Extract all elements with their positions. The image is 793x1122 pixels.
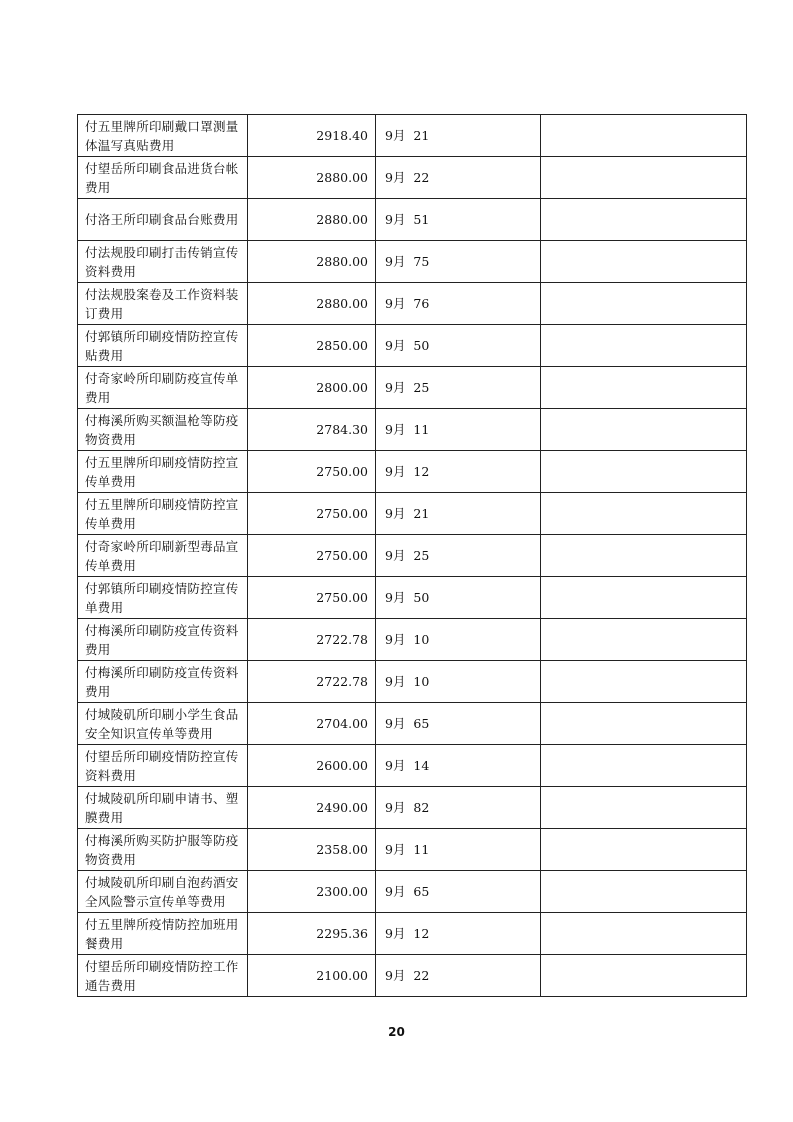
expense-description: 付梅溪所印刷防疫宣传资料费用 [85,622,239,657]
table-row [78,955,747,997]
remarks-cell [541,703,747,745]
table-row [78,619,747,661]
expense-description: 付奇家岭所印刷新型毒品宣传单费用 [85,538,239,573]
expense-description-cell [78,913,248,955]
expense-amount: 2880.00 [248,283,376,325]
expense-description: 付望岳所印刷疫情防控工作通告费用 [85,958,239,993]
remarks-cell [541,367,747,409]
expense-description: 付梅溪所印刷防疫宣传资料费用 [85,664,239,699]
expense-amount: 2784.30 [248,409,376,451]
voucher-date: 9月 22 [376,955,541,997]
expense-description: 付望岳所印刷疫情防控宣传资料费用 [85,748,239,783]
voucher-date: 9月 12 [376,451,541,493]
table-row [78,661,747,703]
voucher-date: 9月 10 [376,661,541,703]
remarks-cell [541,493,747,535]
table-row [78,703,747,745]
expense-amount: 2918.40 [248,115,376,157]
expense-description-cell [78,157,248,199]
expense-description-cell [78,577,248,619]
remarks-cell [541,577,747,619]
expense-amount: 2880.00 [248,157,376,199]
remarks-cell [541,955,747,997]
expense-description-cell [78,745,248,787]
expense-description-cell [78,703,248,745]
expense-amount: 2750.00 [248,535,376,577]
expense-amount: 2750.00 [248,493,376,535]
voucher-date: 9月 21 [376,493,541,535]
table-row [78,871,747,913]
expense-description-cell [78,241,248,283]
remarks-cell [541,157,747,199]
page-number: 20 [388,1025,405,1039]
expense-description: 付城陵矶所印刷自泡药酒安全风险警示宣传单等费用 [85,874,239,909]
expense-description-cell [78,871,248,913]
expense-description-cell [78,535,248,577]
expense-description: 付郭镇所印刷疫情防控宣传单费用 [85,580,239,615]
table-row [78,577,747,619]
table-row [78,451,747,493]
expense-description-cell [78,367,248,409]
expense-amount: 2750.00 [248,451,376,493]
expense-description-cell [78,619,248,661]
remarks-cell [541,619,747,661]
expense-description: 付五里牌所疫情防控加班用餐费用 [85,916,239,951]
expense-description: 付梅溪所购买防护服等防疫物资费用 [85,832,239,867]
voucher-date: 9月 11 [376,829,541,871]
expense-amount: 2850.00 [248,325,376,367]
expense-description: 付郭镇所印刷疫情防控宣传贴费用 [85,328,239,363]
expense-table [77,114,747,997]
remarks-cell [541,871,747,913]
expense-amount: 2880.00 [248,241,376,283]
expense-description: 付法规股案卷及工作资料装订费用 [85,286,239,321]
voucher-date: 9月 12 [376,913,541,955]
table-row [78,409,747,451]
table-row [78,199,747,241]
expense-description: 付五里牌所印刷戴口罩测量体温写真贴费用 [85,118,239,153]
expense-amount: 2300.00 [248,871,376,913]
expense-description-cell [78,829,248,871]
expense-amount: 2750.00 [248,577,376,619]
table-row [78,913,747,955]
table-row [78,829,747,871]
expense-description: 付五里牌所印刷疫情防控宣传单费用 [85,496,239,531]
voucher-date: 9月 14 [376,745,541,787]
table-row [78,115,747,157]
expense-amount: 2358.00 [248,829,376,871]
voucher-date: 9月 11 [376,409,541,451]
voucher-date: 9月 10 [376,619,541,661]
expense-description: 付奇家岭所印刷防疫宣传单费用 [85,370,239,405]
voucher-date: 9月 51 [376,199,541,241]
expense-amount: 2722.78 [248,661,376,703]
table-row [78,745,747,787]
expense-description: 付五里牌所印刷疫情防控宣传单费用 [85,454,239,489]
expense-amount: 2100.00 [248,955,376,997]
expense-description-cell [78,955,248,997]
table-row [78,367,747,409]
expense-amount: 2880.00 [248,199,376,241]
table-row [78,157,747,199]
table-row [78,535,747,577]
expense-amount: 2722.78 [248,619,376,661]
expense-amount: 2704.00 [248,703,376,745]
expense-description-cell [78,493,248,535]
voucher-date: 9月 82 [376,787,541,829]
expense-amount: 2490.00 [248,787,376,829]
voucher-date: 9月 75 [376,241,541,283]
voucher-date: 9月 76 [376,283,541,325]
voucher-date: 9月 25 [376,535,541,577]
expense-amount: 2600.00 [248,745,376,787]
remarks-cell [541,199,747,241]
expense-description-cell [78,325,248,367]
voucher-date: 9月 22 [376,157,541,199]
expense-description: 付洛王所印刷食品台账费用 [85,212,239,227]
table-row [78,325,747,367]
remarks-cell [541,409,747,451]
expense-table-body [78,115,747,997]
expense-amount: 2800.00 [248,367,376,409]
remarks-cell [541,451,747,493]
expense-amount: 2295.36 [248,913,376,955]
voucher-date: 9月 21 [376,115,541,157]
voucher-date: 9月 50 [376,577,541,619]
expense-description-cell [78,283,248,325]
expense-description: 付梅溪所购买额温枪等防疫物资费用 [85,412,239,447]
voucher-date: 9月 25 [376,367,541,409]
expense-description-cell [78,787,248,829]
expense-description: 付法规股印刷打击传销宣传资料费用 [85,244,239,279]
expense-description: 付城陵矶所印刷小学生食品安全知识宣传单等费用 [85,706,239,741]
expense-description-cell [78,115,248,157]
remarks-cell [541,661,747,703]
table-row [78,493,747,535]
table-row [78,241,747,283]
remarks-cell [541,283,747,325]
expense-description: 付城陵矶所印刷申请书、塑膜费用 [85,790,239,825]
expense-description-cell [78,451,248,493]
remarks-cell [541,325,747,367]
remarks-cell [541,829,747,871]
voucher-date: 9月 65 [376,871,541,913]
voucher-date: 9月 65 [376,703,541,745]
table-row [78,787,747,829]
expense-description-cell [78,661,248,703]
remarks-cell [541,241,747,283]
remarks-cell [541,913,747,955]
expense-description-cell [78,409,248,451]
table-row [78,283,747,325]
remarks-cell [541,787,747,829]
voucher-date: 9月 50 [376,325,541,367]
expense-description: 付望岳所印刷食品进货台帐费用 [85,160,239,195]
remarks-cell [541,745,747,787]
expense-description-cell [78,199,248,241]
remarks-cell [541,115,747,157]
remarks-cell [541,535,747,577]
